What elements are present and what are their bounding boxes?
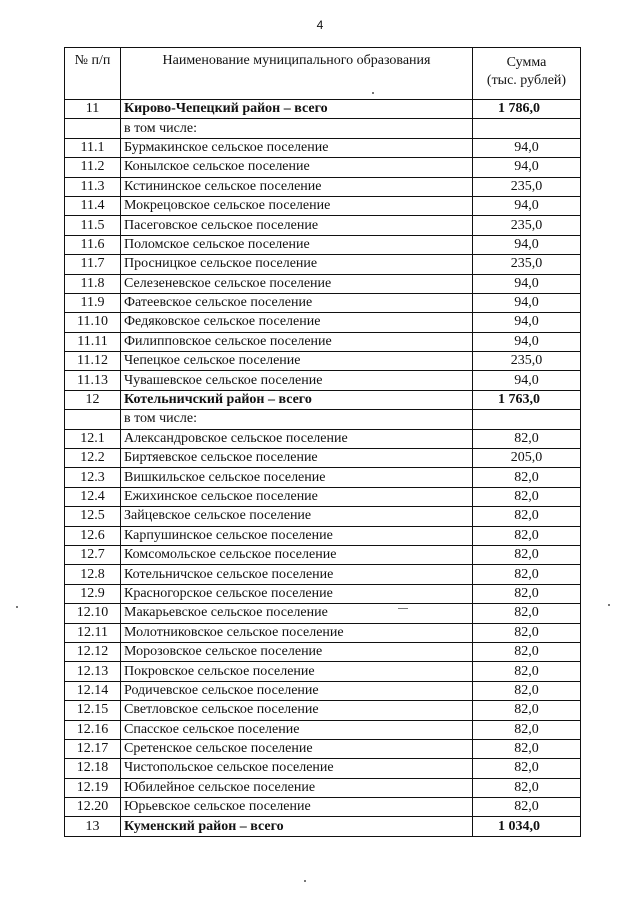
row-amount: 82,0 [473, 468, 581, 487]
row-name: Котельничский район – всего [121, 390, 473, 409]
table-row [65, 526, 581, 545]
row-amount: 82,0 [473, 545, 581, 564]
header-number: № п/п [65, 48, 121, 100]
row-amount: 94,0 [473, 313, 581, 332]
row-name: Чувашевское сельское поселение [121, 371, 473, 390]
row-amount: 82,0 [473, 720, 581, 739]
row-number: 11.1 [65, 138, 121, 157]
row-amount: 94,0 [473, 138, 581, 157]
row-amount: 82,0 [473, 642, 581, 661]
table-row [65, 507, 581, 526]
table-row [65, 681, 581, 700]
row-number: 11.13 [65, 371, 121, 390]
row-name: Зайцевское сельское поселение [121, 507, 473, 526]
row-name: Морозовское сельское поселение [121, 642, 473, 661]
row-number: 12.17 [65, 739, 121, 758]
row-name: Юбилейное сельское поселение [121, 778, 473, 797]
row-name: Покровское сельское поселение [121, 662, 473, 681]
row-amount: 235,0 [473, 177, 581, 196]
row-name: Биртяевское сельское поселение [121, 449, 473, 468]
row-number: 12.19 [65, 778, 121, 797]
row-number: 12.18 [65, 759, 121, 778]
row-amount: 94,0 [473, 196, 581, 215]
row-name: Светловское сельское поселение [121, 701, 473, 720]
page-number: 4 [316, 18, 324, 32]
row-amount: 235,0 [473, 352, 581, 371]
row-amount: 82,0 [473, 526, 581, 545]
row-amount: 82,0 [473, 487, 581, 506]
scan-speck [398, 608, 408, 609]
row-amount: 82,0 [473, 565, 581, 584]
row-amount: 82,0 [473, 623, 581, 642]
row-name: Вишкильское сельское поселение [121, 468, 473, 487]
table-row [65, 429, 581, 448]
row-name: Спасское сельское поселение [121, 720, 473, 739]
table-row [65, 449, 581, 468]
row-amount: 82,0 [473, 662, 581, 681]
row-name: Ежихинское сельское поселение [121, 487, 473, 506]
row-amount [473, 119, 581, 138]
row-name: в том числе: [121, 119, 473, 138]
row-number: 11.9 [65, 293, 121, 312]
row-number: 11.3 [65, 177, 121, 196]
row-number: 12 [65, 390, 121, 409]
table-row [65, 332, 581, 351]
row-number [65, 410, 121, 429]
table-row [65, 584, 581, 603]
row-name: Котельничское сельское поселение [121, 565, 473, 584]
row-name: Просницкое сельское поселение [121, 255, 473, 274]
table-row [65, 759, 581, 778]
row-amount: 94,0 [473, 371, 581, 390]
row-number: 12.1 [65, 429, 121, 448]
row-name: Мокрецовское сельское поселение [121, 196, 473, 215]
row-name: Родичевское сельское поселение [121, 681, 473, 700]
row-number: 11.5 [65, 216, 121, 235]
table-row [65, 216, 581, 235]
table-row [65, 177, 581, 196]
table-row [65, 565, 581, 584]
header-amount [473, 48, 581, 100]
table-row [65, 293, 581, 312]
table-row [65, 798, 581, 817]
header-municipality-name: Наименование муниципального образования [121, 48, 473, 100]
table-row [65, 778, 581, 797]
row-number: 12.2 [65, 449, 121, 468]
table-row [65, 119, 581, 138]
table-header-row [65, 48, 581, 100]
scan-speck [372, 92, 374, 94]
row-number: 11.6 [65, 235, 121, 254]
row-number: 12.6 [65, 526, 121, 545]
row-amount: 205,0 [473, 449, 581, 468]
row-number: 12.8 [65, 565, 121, 584]
row-number: 12.12 [65, 642, 121, 661]
table-row [65, 701, 581, 720]
row-amount: 235,0 [473, 255, 581, 274]
row-number: 12.15 [65, 701, 121, 720]
row-number: 11.2 [65, 158, 121, 177]
table-body [65, 100, 581, 837]
row-name: Макарьевское сельское поселение [121, 604, 473, 623]
row-number: 11.8 [65, 274, 121, 293]
table-row [65, 235, 581, 254]
row-number [65, 119, 121, 138]
row-amount: 82,0 [473, 507, 581, 526]
table-row [65, 158, 581, 177]
row-name: Кстининское сельское поселение [121, 177, 473, 196]
table-row [65, 642, 581, 661]
row-amount: 82,0 [473, 429, 581, 448]
row-amount: 94,0 [473, 293, 581, 312]
row-number: 12.9 [65, 584, 121, 603]
row-amount: 82,0 [473, 739, 581, 758]
row-number: 12.14 [65, 681, 121, 700]
row-name: Комсомольское сельское поселение [121, 545, 473, 564]
table-row [65, 371, 581, 390]
district-total-row [65, 100, 581, 119]
table-row [65, 138, 581, 157]
row-number: 11.11 [65, 332, 121, 351]
row-name: Юрьевское сельское поселение [121, 798, 473, 817]
budget-table [64, 47, 581, 837]
row-name: Чистопольское сельское поселение [121, 759, 473, 778]
table-row [65, 196, 581, 215]
row-name: Филипповское сельское поселение [121, 332, 473, 351]
row-number: 13 [65, 817, 121, 836]
row-name: Куменский район – всего [121, 817, 473, 836]
table-row [65, 604, 581, 623]
row-number: 12.4 [65, 487, 121, 506]
district-total-row [65, 390, 581, 409]
row-number: 12.3 [65, 468, 121, 487]
row-name: Красногорское сельское поселение [121, 584, 473, 603]
table-row [65, 545, 581, 564]
row-name: Чепецкое сельское поселение [121, 352, 473, 371]
row-amount: 82,0 [473, 778, 581, 797]
row-name: Поломское сельское поселение [121, 235, 473, 254]
row-number: 12.7 [65, 545, 121, 564]
row-name: в том числе: [121, 410, 473, 429]
row-amount: 1 034,0 [473, 817, 581, 836]
row-number: 12.13 [65, 662, 121, 681]
scan-speck [608, 604, 610, 606]
table-row [65, 487, 581, 506]
table-row [65, 623, 581, 642]
row-amount: 82,0 [473, 604, 581, 623]
row-number: 12.5 [65, 507, 121, 526]
row-amount: 1 763,0 [473, 390, 581, 409]
row-name: Сретенское сельское поселение [121, 739, 473, 758]
row-name: Бурмакинское сельское поселение [121, 138, 473, 157]
row-number: 11.10 [65, 313, 121, 332]
header-amount-title: Сумма [506, 55, 547, 70]
row-amount: 82,0 [473, 681, 581, 700]
table-row [65, 468, 581, 487]
district-total-row [65, 817, 581, 836]
row-name: Карпушинское сельское поселение [121, 526, 473, 545]
table-row [65, 313, 581, 332]
row-number: 12.16 [65, 720, 121, 739]
row-amount: 82,0 [473, 701, 581, 720]
row-amount: 94,0 [473, 332, 581, 351]
table-row [65, 410, 581, 429]
row-amount: 94,0 [473, 235, 581, 254]
row-number: 11 [65, 100, 121, 119]
row-amount: 82,0 [473, 759, 581, 778]
row-amount: 1 786,0 [473, 100, 581, 119]
row-name: Молотниковское сельское поселение [121, 623, 473, 642]
table-row [65, 255, 581, 274]
row-number: 11.12 [65, 352, 121, 371]
table-row [65, 720, 581, 739]
row-name: Фатеевское сельское поселение [121, 293, 473, 312]
row-number: 11.7 [65, 255, 121, 274]
row-amount: 94,0 [473, 158, 581, 177]
row-number: 12.10 [65, 604, 121, 623]
table-row [65, 739, 581, 758]
row-amount: 82,0 [473, 798, 581, 817]
row-number: 11.4 [65, 196, 121, 215]
header-amount-unit: (тыс. рублей) [486, 73, 567, 89]
table-row [65, 274, 581, 293]
row-name: Федяковское сельское поселение [121, 313, 473, 332]
row-name: Кирово-Чепецкий район – всего [121, 100, 473, 119]
row-amount: 235,0 [473, 216, 581, 235]
row-amount [473, 410, 581, 429]
row-name: Пасеговское сельское поселение [121, 216, 473, 235]
row-amount: 94,0 [473, 274, 581, 293]
row-name: Александровское сельское поселение [121, 429, 473, 448]
scan-speck [304, 880, 306, 882]
table-row [65, 352, 581, 371]
row-number: 12.11 [65, 623, 121, 642]
table-row [65, 662, 581, 681]
scan-speck [16, 606, 18, 608]
row-name: Конылское сельское поселение [121, 158, 473, 177]
row-amount: 82,0 [473, 584, 581, 603]
row-name: Селезеневское сельское поселение [121, 274, 473, 293]
row-number: 12.20 [65, 798, 121, 817]
